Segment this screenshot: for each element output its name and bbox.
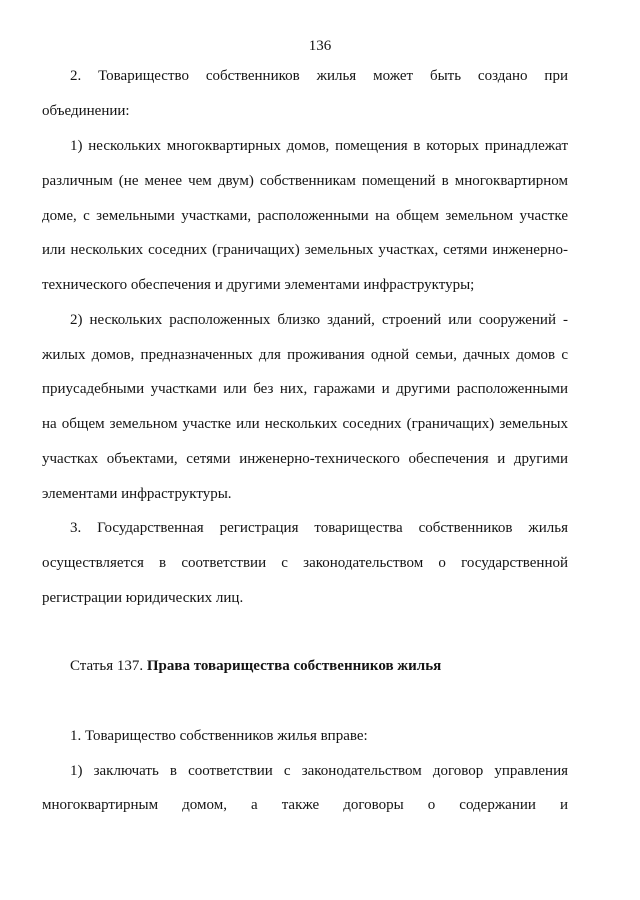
- paragraph-3-line-1: 3. Государственная регистрация товарищества собственников жилья: [70, 520, 568, 536]
- article-paragraph-1: 1. Товарищество собственников жилья вправе:: [70, 728, 368, 744]
- subitem-1-line-3: доме, с земельными участками, расположенными на общем земельном участке: [42, 208, 568, 224]
- subitem-1-line-5: технического обеспечения и другими элементами инфраструктуры;: [42, 277, 475, 293]
- article-heading: [70, 656, 568, 676]
- subitem-2-line-2: жилых домов, предназначенных для проживания одной семьи, дачных домов с: [42, 347, 568, 363]
- article-subitem-1-line-2: многоквартирным домом, а также договоры о содержании и: [42, 797, 568, 813]
- article-title: Права товарищества собственников жилья: [146, 658, 442, 674]
- article-subitem-1-line-1: 1) заключать в соответствии с законодательством договор управления: [70, 763, 568, 779]
- subitem-1-line-1: 1) нескольких многоквартирных домов, помещения в которых принадлежат: [70, 138, 568, 154]
- subitem-2-line-1: 2) нескольких расположенных близко зданий, строений или сооружений -: [70, 312, 568, 328]
- article-number: Статья 137.: [70, 658, 147, 674]
- subitem-2-line-3: приусадебными участками или без них, гаражами и другими расположенными: [42, 381, 568, 397]
- subitem-2-line-6: элементами инфраструктуры.: [42, 486, 232, 502]
- paragraph-2-line-2: объединении:: [42, 103, 130, 119]
- subitem-1-line-4: или нескольких соседних (граничащих) земельных участках, сетями инженерно-: [42, 242, 568, 258]
- subitem-1-line-2: различным (не менее чем двум) собственникам помещений в многоквартирном: [42, 173, 568, 189]
- subitem-2-line-5: участках объектами, сетями инженерно-технического обеспечения и другими: [42, 451, 568, 467]
- paragraph-3-line-3: регистрации юридических лиц.: [42, 590, 244, 606]
- paragraph-2-line-1: 2. Товарищество собственников жилья может быть создано при: [70, 68, 568, 84]
- paragraph-3-line-2: осуществляется в соответствии с законодательством о государственной: [42, 555, 568, 571]
- page-number: 136: [308, 38, 332, 54]
- subitem-2-line-4: на общем земельном участке или нескольких соседних (граничащих) земельных: [42, 416, 568, 432]
